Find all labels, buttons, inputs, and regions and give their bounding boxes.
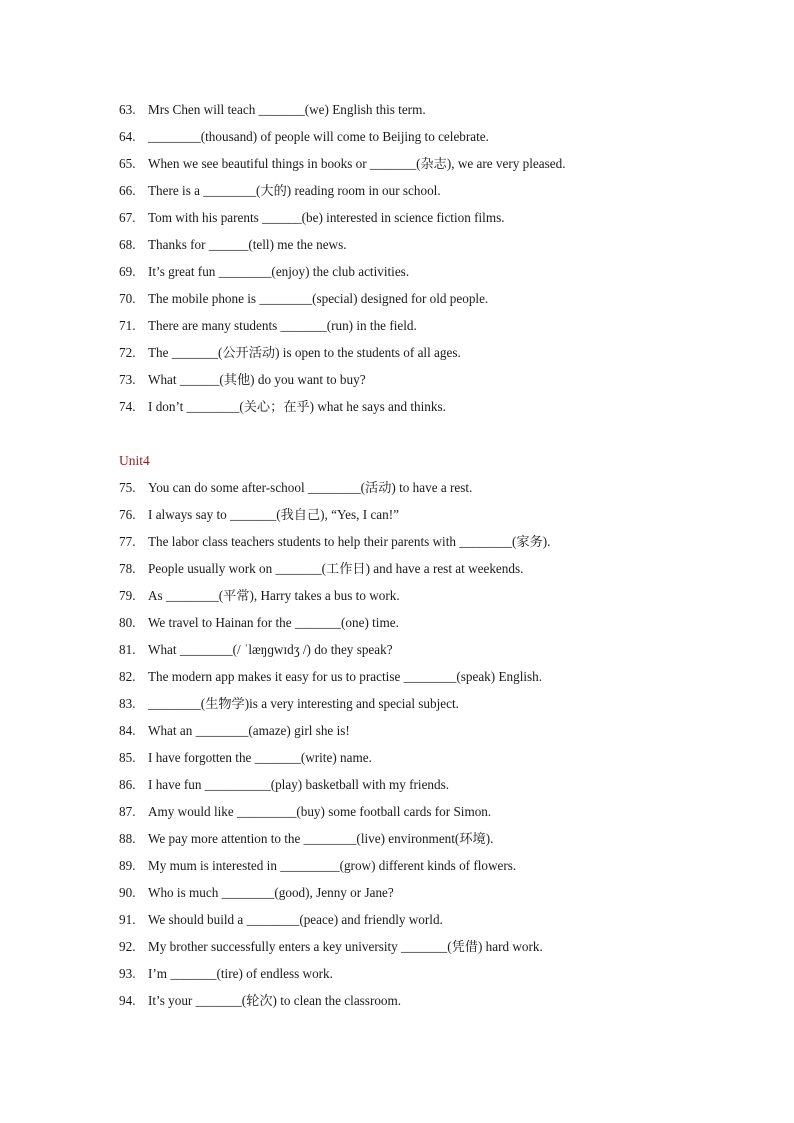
exercise-item-72: [119, 343, 739, 370]
item-number: 65.: [119, 156, 136, 171]
item-text: It’s great fun ________(enjoy) the club activities.: [148, 264, 410, 279]
item-number: 77.: [119, 534, 136, 549]
item-text: I have fun __________(play) basketball with my friends.: [148, 777, 450, 792]
unit-heading: Unit4: [119, 453, 150, 468]
item-number: 72.: [119, 345, 136, 360]
exercise-item-85: [119, 748, 739, 775]
item-text: I always say to _______(我自己), “Yes, I can!”: [148, 507, 399, 522]
item-number: 94.: [119, 993, 136, 1008]
exercise-item-88: [119, 829, 739, 856]
item-number: 66.: [119, 183, 136, 198]
item-number: 91.: [119, 912, 136, 927]
item-number: 86.: [119, 777, 136, 792]
item-number: 88.: [119, 831, 136, 846]
item-number: 83.: [119, 696, 136, 711]
item-number: 79.: [119, 588, 136, 603]
exercise-item-89: [119, 856, 739, 883]
exercise-list-unit4: [119, 478, 739, 1018]
exercise-item-78: [119, 559, 739, 586]
item-text: We travel to Hainan for the _______(one) time.: [148, 615, 399, 630]
exercise-item-65: [119, 154, 739, 181]
item-number: 64.: [119, 129, 136, 144]
exercise-item-90: [119, 883, 739, 910]
item-number: 70.: [119, 291, 136, 306]
exercise-item-93: [119, 964, 739, 991]
item-text: Amy would like _________(buy) some football cards for Simon.: [148, 804, 492, 819]
item-text: There is a ________(大的) reading room in our school.: [148, 183, 441, 198]
item-number: 85.: [119, 750, 136, 765]
item-text: The modern app makes it easy for us to practise ________(speak) English.: [148, 669, 543, 684]
item-number: 75.: [119, 480, 136, 495]
item-text: You can do some after-school ________(活动) to have a rest.: [148, 480, 473, 495]
exercise-item-74: [119, 397, 739, 424]
item-text: Thanks for ______(tell) me the news.: [148, 237, 347, 252]
exercise-item-82: [119, 667, 739, 694]
item-text: I have forgotten the _______(write) name.: [148, 750, 372, 765]
item-text: What ________(/ ˈlæŋɡwɪdʒ /) do they speak?: [148, 642, 393, 657]
item-number: 81.: [119, 642, 136, 657]
exercise-item-94: [119, 991, 739, 1018]
exercise-item-75: [119, 478, 739, 505]
item-number: 78.: [119, 561, 136, 576]
item-number: 63.: [119, 102, 136, 117]
item-text: My brother successfully enters a key university _______(凭借) hard work.: [148, 939, 543, 954]
exercise-item-83: [119, 694, 739, 721]
item-text: What an ________(amaze) girl she is!: [148, 723, 350, 738]
item-number: 80.: [119, 615, 136, 630]
item-number: 74.: [119, 399, 136, 414]
item-number: 90.: [119, 885, 136, 900]
item-number: 76.: [119, 507, 136, 522]
item-number: 71.: [119, 318, 136, 333]
exercise-item-66: [119, 181, 739, 208]
item-text: Who is much ________(good), Jenny or Jane?: [148, 885, 394, 900]
item-text: My mum is interested in _________(grow) different kinds of flowers.: [148, 858, 517, 873]
exercise-item-73: [119, 370, 739, 397]
exercise-item-76: [119, 505, 739, 532]
item-text: What ______(其他) do you want to buy?: [148, 372, 366, 387]
exercise-item-91: [119, 910, 739, 937]
item-number: 89.: [119, 858, 136, 873]
exercise-item-70: [119, 289, 739, 316]
item-text: ________(thousand) of people will come to Beijing to celebrate.: [148, 129, 489, 144]
exercise-list-part-one: [119, 100, 739, 424]
item-text: People usually work on _______(工作日) and have a rest at weekends.: [148, 561, 524, 576]
exercise-item-69: [119, 262, 739, 289]
exercise-item-71: [119, 316, 739, 343]
item-text: There are many students _______(run) in the field.: [148, 318, 417, 333]
exercise-item-64: [119, 127, 739, 154]
item-number: 93.: [119, 966, 136, 981]
exercise-item-84: [119, 721, 739, 748]
item-text: We should build a ________(peace) and friendly world.: [148, 912, 443, 927]
exercise-item-92: [119, 937, 739, 964]
item-number: 92.: [119, 939, 136, 954]
item-text: Tom with his parents ______(be) interested in science fiction films.: [148, 210, 505, 225]
item-text: The mobile phone is ________(special) designed for old people.: [148, 291, 489, 306]
item-number: 82.: [119, 669, 136, 684]
item-number: 73.: [119, 372, 136, 387]
item-number: 67.: [119, 210, 136, 225]
item-number: 84.: [119, 723, 136, 738]
item-text: I don’t ________(关心；在乎) what he says and thinks.: [148, 399, 446, 414]
item-text: Mrs Chen will teach _______(we) English this term.: [148, 102, 426, 117]
item-text: When we see beautiful things in books or _______(杂志), we are very pleased.: [148, 156, 566, 171]
exercise-item-80: [119, 613, 739, 640]
exercise-item-77: [119, 532, 739, 559]
item-text: I’m _______(tire) of endless work.: [148, 966, 333, 981]
item-number: 69.: [119, 264, 136, 279]
item-text: The labor class teachers students to help their parents with ________(家务).: [148, 534, 551, 549]
item-number: 87.: [119, 804, 136, 819]
item-text: The _______(公开活动) is open to the students of all ages.: [148, 345, 461, 360]
exercise-item-67: [119, 208, 739, 235]
item-number: 68.: [119, 237, 136, 252]
item-text: It’s your _______(轮次) to clean the classroom.: [148, 993, 402, 1008]
exercise-item-63: [119, 100, 739, 127]
item-text: As ________(平常), Harry takes a bus to work.: [148, 588, 400, 603]
item-text: ________(生物学)is a very interesting and special subject.: [148, 696, 459, 711]
exercise-item-81: [119, 640, 739, 667]
exercise-item-87: [119, 802, 739, 829]
exercise-item-86: [119, 775, 739, 802]
exercise-item-68: [119, 235, 739, 262]
exercise-item-79: [119, 586, 739, 613]
item-text: We pay more attention to the ________(live) environment(环境).: [148, 831, 494, 846]
